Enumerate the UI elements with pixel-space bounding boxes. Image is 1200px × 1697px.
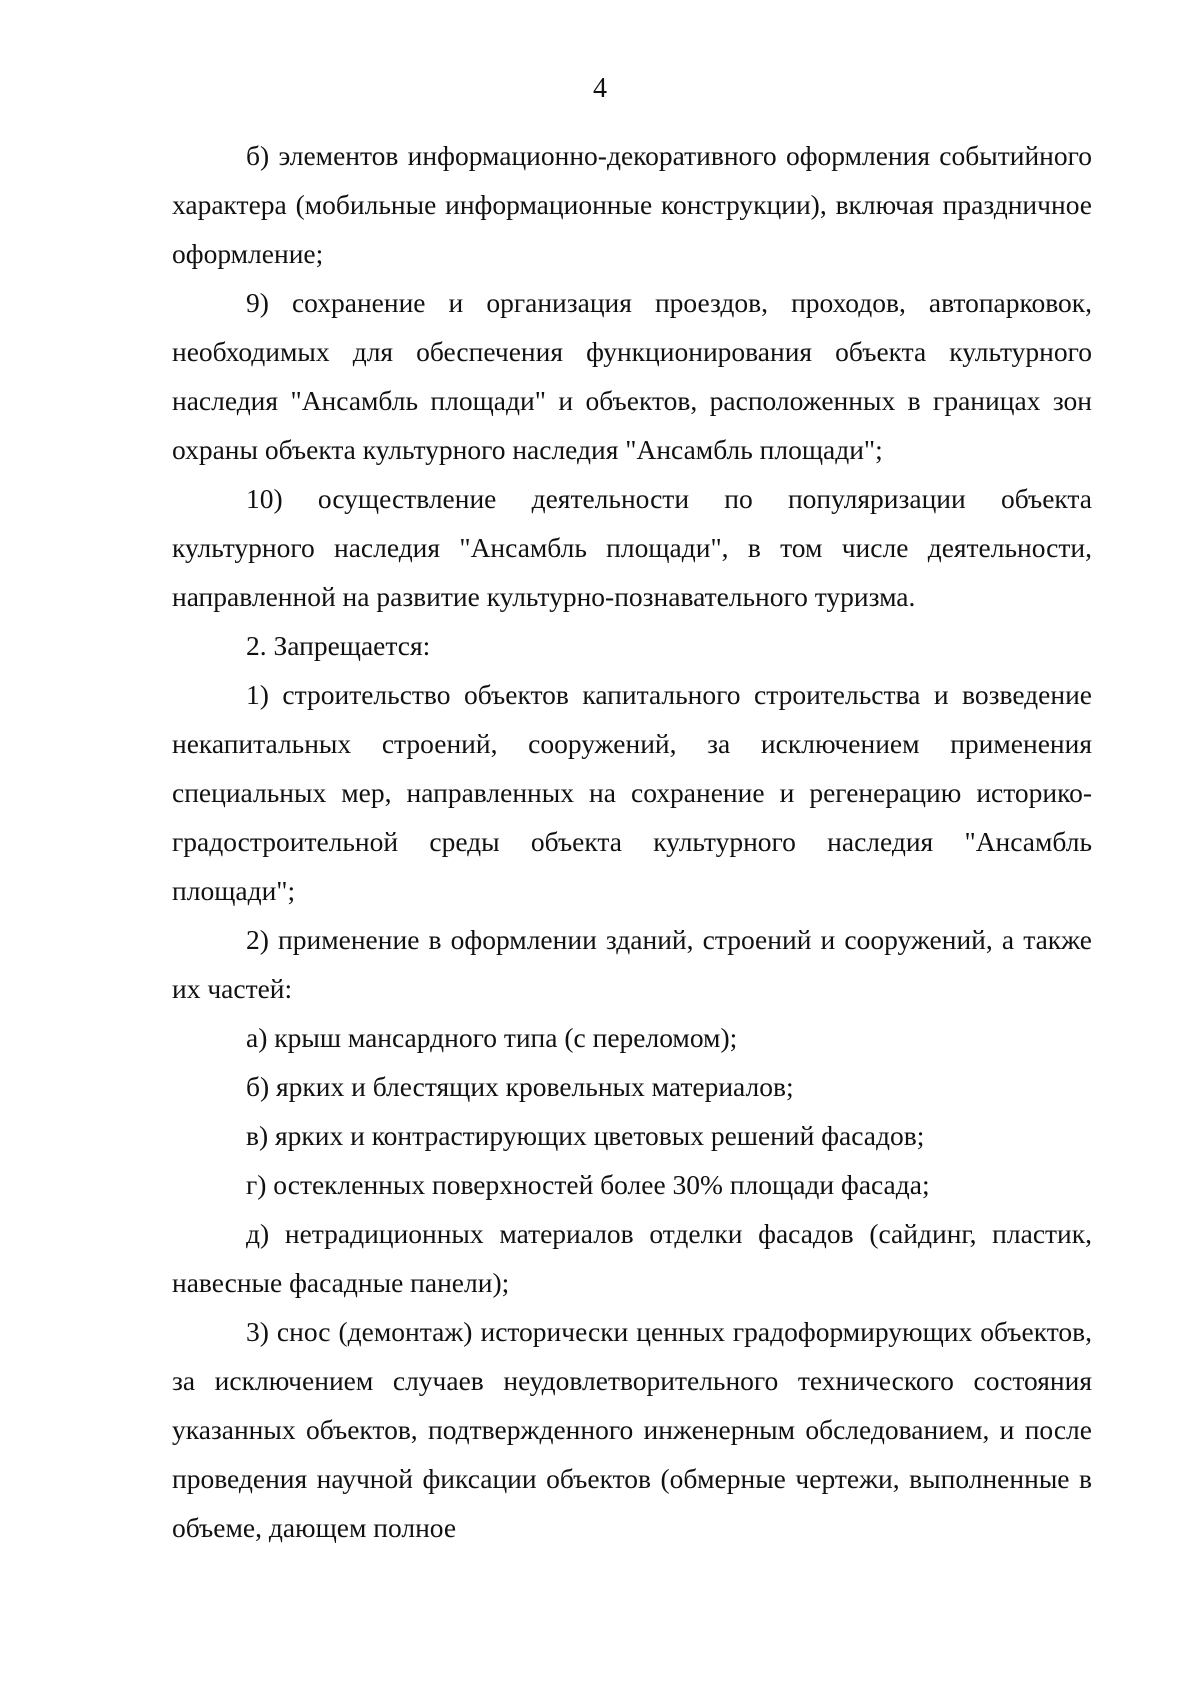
document-body [172,131,1092,1552]
paragraph-decor-elements: б) элементов информационно-декоративного оформления событийного характера (мобильные информационные конструкции), включая праздничное оформление; [172,140,1092,269]
paragraph-prohibition-2a: а) крыш мансардного типа (с переломом); [246,1022,738,1053]
paragraph-prohibition-2d: д) нетрадиционных материалов отделки фасадов (сайдинг, пластик, навесные фасадные панели); [172,1218,1092,1298]
paragraph-prohibition-2b: б) ярких и блестящих кровельных материалов; [246,1071,794,1102]
paragraph-prohibition-2v: в) ярких и контрастирующих цветовых решений фасадов; [246,1120,925,1151]
paragraph-section-2-heading: 2. Запрещается: [246,630,431,661]
paragraph-prohibition-2g: г) остекленных поверхностей более 30% площади фасада; [246,1169,930,1200]
paragraph-prohibition-1: 1) строительство объектов капитального строительства и возведение некапитальных строений, сооружений, за исключением применения специальных мер, направленных на сохранение и регенерацию историко-градостроительной среды объекта культурного наследия "Ансамбль площади"; [172,679,1092,906]
page-number: 4 [593,73,607,104]
paragraph-prohibition-3: 3) снос (демонтаж) исторически ценных градоформирующих объектов, за исключением случаев неудовлетворительного технического состояния указанных объектов, подтвержденного инженерным обследованием, и после проведения научной фиксации объектов (обмерные чертежи, выполненные в объеме, дающем полное [172,1316,1092,1543]
paragraph-item-9: 9) сохранение и организация проездов, проходов, автопарковок, необходимых для обеспечения функционирования объекта культурного наследия "Ансамбль площади" и объектов, расположенных в границах зон охраны объекта культурного наследия "Ансамбль площади"; [172,287,1092,465]
paragraph-item-10: 10) осуществление деятельности по популяризации объекта культурного наследия "Ансамбль площади", в том числе деятельности, направленной на развитие культурно-познавательного туризма. [172,483,1092,612]
paragraph-prohibition-2: 2) применение в оформлении зданий, строений и сооружений, а также их частей: [172,924,1092,1004]
